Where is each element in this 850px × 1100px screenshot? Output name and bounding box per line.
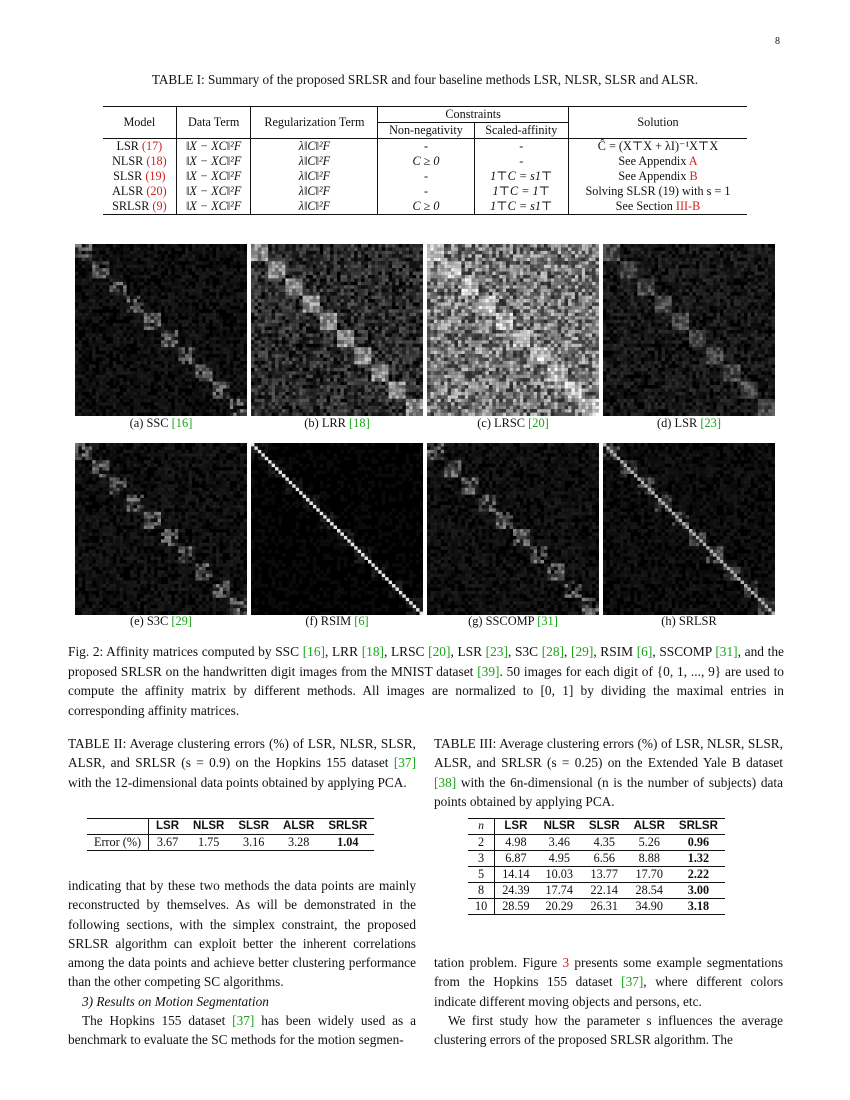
table3 — [468, 818, 725, 915]
cap-text: , RSIM — [593, 644, 637, 659]
cite-link[interactable]: [23] — [485, 644, 508, 659]
subfig-label-text: (c) LRSC — [477, 416, 526, 430]
subfigure-label — [75, 416, 247, 431]
t1-reg: λ‖C‖²F — [251, 154, 378, 169]
t1-nonneg: - — [378, 169, 474, 184]
t3-cell: 13.77 — [582, 867, 627, 883]
cap-text: , SSCOMP — [652, 644, 716, 659]
subfigure-label — [251, 416, 423, 431]
t1-reg: λ‖C‖²F — [251, 139, 378, 155]
t1-nonneg: C ≥ 0 — [378, 199, 474, 215]
t1-solution — [568, 169, 747, 184]
t1-solution — [568, 199, 747, 215]
t3-cell: 24.39 — [495, 883, 537, 899]
cite-link[interactable]: [18] — [361, 644, 384, 659]
table1-caption: TABLE I: Summary of the proposed SRLSR and four baseline methods LSR, NLSR, SLSR and ALSR. — [151, 72, 699, 87]
t2-cell: 3.67 — [149, 835, 187, 851]
t3-cell: 5.26 — [627, 835, 672, 851]
t3-cell: 8.88 — [627, 851, 672, 867]
table3-caption — [434, 734, 783, 811]
cap-text: Fig. 2: Affinity matrices computed by SSC — [68, 644, 303, 659]
cap-text: , LSR — [450, 644, 486, 659]
affinity-matrix-2 — [251, 244, 423, 416]
subfigure-label — [75, 614, 247, 629]
figure-link[interactable]: 3 — [562, 955, 570, 970]
t1-scaled: - — [474, 154, 568, 169]
t3-row — [468, 899, 725, 915]
subfigure-label — [427, 614, 599, 629]
t1-row — [103, 169, 747, 184]
t3-cell: 3 — [468, 851, 495, 867]
t3-cell: 17.74 — [537, 883, 582, 899]
t3-cell: 2 — [468, 835, 495, 851]
cite-link[interactable]: [18] — [349, 416, 370, 430]
t3-cell: 34.90 — [627, 899, 672, 915]
t1-scaled: 1⊤C = s1⊤ — [474, 199, 568, 215]
cite-link[interactable]: [31] — [537, 614, 558, 628]
eq-link[interactable]: (9) — [152, 199, 167, 213]
t1-h-reg: Regularization Term — [251, 107, 378, 139]
para-text: , where different colors indicate different moving objects and persons, etc. — [434, 974, 784, 1009]
t3-cell: 5 — [468, 867, 495, 883]
t1-model — [103, 154, 176, 169]
t1-h-constraints: Constraints — [378, 107, 569, 123]
t1-scaled: 1⊤C = 1⊤ — [474, 184, 568, 199]
t1-solution — [568, 184, 747, 199]
t3-cell: 0.96 — [672, 835, 725, 851]
page-number: 8 — [775, 36, 780, 47]
cap-text: , and the proposed SRLSR on the handwritten digit images from the MNIST dataset — [68, 644, 784, 679]
cite-link[interactable]: [23] — [700, 416, 722, 430]
affinity-matrix-4 — [603, 244, 775, 416]
t3-cell: 6.56 — [582, 851, 627, 867]
t2-row-label: Error (%) — [87, 835, 149, 851]
t1-reg: λ‖C‖²F — [251, 199, 378, 215]
section-link[interactable]: A — [688, 154, 698, 168]
t2-cell: 1.75 — [186, 835, 231, 851]
cap-text: , LRSC — [384, 644, 429, 659]
t1-row — [103, 199, 747, 215]
table2 — [87, 818, 374, 851]
t1-row — [103, 184, 747, 199]
left-para2 — [68, 1011, 416, 1050]
cite-link[interactable]: [37] — [393, 755, 416, 771]
cap-text: . 50 images for each digit of {0, 1, ..., 9} are used to compute the affinity matrix by different methods. All images are normalized to [0, 1] by dividing the maximal entries in corresponding affinity matrices. — [68, 663, 784, 718]
t3-cell: 14.14 — [495, 867, 537, 883]
t1-data: ‖X − XC‖²F — [176, 139, 251, 155]
eq-link[interactable]: (18) — [146, 154, 167, 168]
t1-solution — [568, 154, 747, 169]
cite-link[interactable]: [38] — [434, 774, 457, 790]
subfigure-label — [427, 416, 599, 431]
para-text: tation problem. Figure — [434, 955, 563, 970]
t1-nonneg: C ≥ 0 — [378, 154, 474, 169]
t1-row — [103, 154, 747, 169]
t1-h-data: Data Term — [176, 107, 251, 139]
subfig-label-text: (d) LSR — [656, 416, 698, 430]
t3-cell: 20.29 — [537, 899, 582, 915]
solution-text: See Section — [615, 199, 673, 213]
cite-link[interactable]: [20] — [428, 644, 451, 659]
affinity-matrix-7 — [427, 443, 599, 615]
cite-link[interactable]: [28] — [541, 644, 564, 659]
section-heading: 3) Results on Motion Segmentation — [82, 993, 269, 1009]
t1-model — [103, 139, 176, 155]
cap-text: , S3C — [507, 644, 542, 659]
t3-cell: 8 — [468, 883, 495, 899]
cite-link[interactable]: [6] — [636, 644, 653, 659]
t3-cell: 22.14 — [582, 883, 627, 899]
affinity-matrix-8 — [603, 443, 775, 615]
t1-model — [103, 184, 176, 199]
t1-scaled: 1⊤C = s1⊤ — [474, 169, 568, 184]
t3-row — [468, 835, 725, 851]
t3-cell: 4.35 — [582, 835, 627, 851]
t3-cell: 26.31 — [582, 899, 627, 915]
t2-cell: 3.28 — [276, 835, 321, 851]
t1-nonneg: - — [378, 184, 474, 199]
subfig-label-text: (g) SSCOMP — [468, 614, 535, 628]
t3-cell: 28.59 — [495, 899, 537, 915]
t2-header: SRLSR — [321, 819, 374, 835]
t3-cell: 4.95 — [537, 851, 582, 867]
model-name: SRLSR — [112, 199, 150, 213]
t3-cell: 28.54 — [627, 883, 672, 899]
subfig-label-text: (a) SSC — [129, 416, 169, 430]
t3-cell: 4.98 — [495, 835, 537, 851]
solution-text: See Appendix — [618, 169, 687, 183]
t3-row — [468, 883, 725, 899]
cap-text: with the 12-dimensional data points obtained by applying PCA. — [68, 774, 407, 790]
table1 — [103, 106, 747, 215]
subfigure-label — [603, 614, 775, 629]
eq-link[interactable]: (17) — [141, 139, 163, 153]
t1-data: ‖X − XC‖²F — [176, 184, 251, 199]
t3-cell: 6.87 — [495, 851, 537, 867]
cap-text: , LRR — [325, 644, 362, 659]
t1-model — [103, 199, 176, 215]
subfig-label-text: (f) RSIM — [305, 614, 352, 628]
t3-header: LSR — [495, 819, 537, 835]
t3-row — [468, 867, 725, 883]
solution-text: Ĉ = (X⊤X + λI)⁻¹X⊤X — [597, 139, 719, 153]
cap-text: with the 6n-dimensional (n is the number of subjects) data points obtained by applying PCA. — [434, 774, 783, 809]
para-text: The Hopkins 155 dataset — [82, 1013, 233, 1029]
t3-header: SRLSR — [672, 819, 725, 835]
cite-link[interactable]: [16] — [302, 644, 325, 659]
t1-data: ‖X − XC‖²F — [176, 154, 251, 169]
t2-cell: 3.16 — [231, 835, 276, 851]
t1-h-scaled: Scaled-affinity — [474, 123, 568, 139]
t3-row — [468, 851, 725, 867]
t3-header: NLSR — [537, 819, 582, 835]
t2-cell: 1.04 — [321, 835, 374, 851]
cap-text: TABLE II: Average clustering errors (%) of LSR, NLSR, SLSR, ALSR, and SRLSR (s = 0.9) on the Hopkins 155 dataset — [68, 736, 416, 771]
t2-header: SLSR — [231, 819, 276, 835]
t1-data: ‖X − XC‖²F — [176, 199, 251, 215]
t2-header: NLSR — [186, 819, 231, 835]
t3-cell: 10 — [468, 899, 495, 915]
cite-link[interactable]: [6] — [354, 614, 369, 628]
cite-link[interactable]: [37] — [621, 974, 644, 990]
eq-link[interactable]: (19) — [145, 169, 166, 183]
t1-solution — [568, 139, 747, 155]
subfig-label-text: (b) LRR — [304, 416, 346, 430]
figure2-caption — [68, 642, 784, 720]
t2-header: ALSR — [276, 819, 321, 835]
table2-caption — [68, 734, 416, 792]
cite-link[interactable]: [39] — [477, 663, 500, 679]
t3-header: ALSR — [627, 819, 672, 835]
cite-link[interactable]: [29] — [171, 614, 192, 628]
solution-text: See Appendix — [618, 154, 687, 168]
t3-cell: 3.18 — [672, 899, 725, 915]
para-text: presents some example segmentations from the Hopkins 155 dataset — [434, 955, 783, 990]
cap-text: TABLE III: Average clustering errors (%) of LSR, NLSR, SLSR, ALSR, and SRLSR (s = 0.25) on the Extended Yale B dataset — [434, 736, 783, 771]
cite-link[interactable]: [16] — [171, 416, 193, 430]
subfigure-label — [603, 416, 775, 431]
subfig-label-text: (h) SRLSR — [661, 614, 717, 628]
t3-cell: 2.22 — [672, 867, 725, 883]
right-para2: We first study how the parameter s influences the average clustering errors of the proposed SRLSR algorithm. The — [434, 1012, 783, 1048]
left-para1: indicating that by these two methods the data points are mainly reconstructed by themselves. As will be demonstrated in the following sections, with the simplex constraint, the proposed SRLSR algorithm can exploit better the inherent correlations among the data points and achieve better clustering performance than the other competing SC algorithms. — [68, 878, 416, 990]
t1-reg: λ‖C‖²F — [251, 184, 378, 199]
t3-cell: 17.70 — [627, 867, 672, 883]
affinity-matrix-3 — [427, 244, 599, 416]
section-link[interactable]: III-B — [675, 199, 701, 213]
subfig-label-text: (e) S3C — [130, 614, 169, 628]
t3-cell: 1.32 — [672, 851, 725, 867]
t3-header: SLSR — [582, 819, 627, 835]
left-column-text — [68, 876, 416, 1050]
affinity-matrix-5 — [75, 443, 247, 615]
cite-link[interactable]: [31] — [715, 644, 738, 659]
affinity-matrix-1 — [75, 244, 247, 416]
para-text: has been widely used as a benchmark to evaluate the SC methods for the motion segmen- — [68, 1013, 416, 1048]
eq-link[interactable]: (20) — [146, 184, 167, 198]
t3-cell: 10.03 — [537, 867, 582, 883]
affinity-matrix-6 — [251, 443, 423, 615]
model-name: LSR — [116, 139, 139, 153]
subfigure-label — [251, 614, 423, 629]
right-column-text — [434, 953, 783, 1049]
t3-cell: 3.46 — [537, 835, 582, 851]
t1-h-model: Model — [103, 107, 176, 139]
t1-reg: λ‖C‖²F — [251, 169, 378, 184]
t1-model — [103, 169, 176, 184]
model-name: NLSR — [112, 154, 144, 168]
t3-cell: 3.00 — [672, 883, 725, 899]
t2-header — [87, 819, 149, 835]
t1-scaled: - — [474, 139, 568, 155]
t1-nonneg: - — [378, 139, 474, 155]
solution-text: Solving SLSR (19) with s = 1 — [585, 184, 731, 198]
t1-data: ‖X − XC‖²F — [176, 169, 251, 184]
cite-link[interactable]: [37] — [232, 1013, 255, 1029]
section-link[interactable]: B — [689, 169, 698, 183]
t1-h-nonneg: Non-negativity — [378, 123, 474, 139]
model-name: ALSR — [112, 184, 144, 198]
cap-text: , — [564, 644, 571, 659]
cite-link[interactable]: [20] — [528, 416, 549, 430]
t2-header: LSR — [149, 819, 187, 835]
right-para1 — [434, 953, 783, 1011]
t3-header: n — [468, 819, 495, 835]
cite-link[interactable]: [29] — [571, 644, 594, 659]
t1-row — [103, 139, 747, 155]
model-name: SLSR — [113, 169, 143, 183]
t1-h-solution: Solution — [568, 107, 747, 139]
